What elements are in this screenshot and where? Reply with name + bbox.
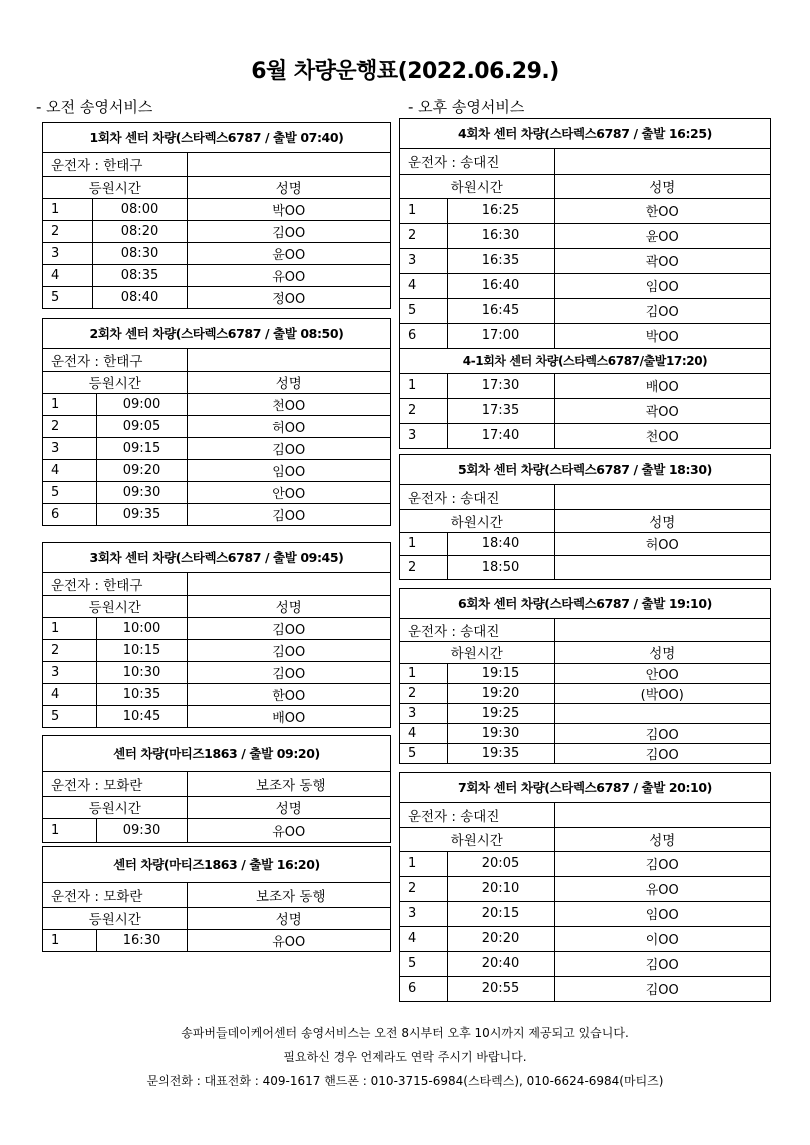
table-row: 2 17:35 곽OO bbox=[400, 398, 770, 423]
table-row: 5 08:40 정OO bbox=[43, 286, 390, 308]
name-col-header: 성명 bbox=[554, 641, 770, 663]
time-col-header: 하원시간 bbox=[400, 174, 554, 198]
time-col-header: 등원시간 bbox=[43, 371, 187, 393]
am-matiz1-table bbox=[43, 772, 390, 842]
name-col-header: 성명 bbox=[554, 827, 770, 851]
table-row: 4 09:20 임OO bbox=[43, 459, 390, 481]
time-col-header: 등원시간 bbox=[43, 796, 187, 818]
am-round2-table bbox=[43, 349, 390, 525]
am-round1-block bbox=[42, 122, 391, 309]
driver-cell: 운전자 : 한태구 bbox=[43, 349, 187, 371]
am-round1-table bbox=[43, 153, 390, 308]
driver-cell: 운전자 : 모화란 bbox=[43, 883, 187, 907]
pm-round4-1-table bbox=[400, 374, 770, 448]
assistant-cell: 보조자 동행 bbox=[187, 883, 390, 907]
table-row: 1 09:30 유OO bbox=[43, 818, 390, 842]
name-col-header: 성명 bbox=[187, 176, 390, 198]
pm-section-label: - 오후 송영서비스 bbox=[408, 98, 525, 116]
table-row: 2 10:15 김OO bbox=[43, 639, 390, 661]
table-row: 6 20:55 김OO bbox=[400, 976, 770, 1001]
table-row: 3 08:30 윤OO bbox=[43, 242, 390, 264]
table-row: 3 16:35 곽OO bbox=[400, 248, 770, 273]
am-matiz1-block bbox=[42, 735, 391, 843]
assistant-cell: 보조자 동행 bbox=[187, 772, 390, 796]
time-col-header: 등원시간 bbox=[43, 176, 187, 198]
table-row: 4 20:20 이OO bbox=[400, 926, 770, 951]
driver-cell: 운전자 : 송대진 bbox=[400, 619, 554, 641]
table-row: 5 20:40 김OO bbox=[400, 951, 770, 976]
name-col-header: 성명 bbox=[187, 595, 390, 617]
pm-round6-header: 6회차 센터 차량(스타렉스6787 / 출발 19:10) bbox=[400, 589, 770, 619]
table-row: 2 19:20 (박OO) bbox=[400, 683, 770, 703]
page-title: 6월 차량운행표(2022.06.29.) bbox=[251, 59, 559, 84]
table-row: 1 20:05 김OO bbox=[400, 851, 770, 876]
table-row: 1 08:00 박OO bbox=[43, 198, 390, 220]
driver-cell: 운전자 : 한태구 bbox=[43, 573, 187, 595]
name-col-header: 성명 bbox=[554, 174, 770, 198]
driver-cell: 운전자 : 송대진 bbox=[400, 485, 554, 509]
table-row: 6 09:35 김OO bbox=[43, 503, 390, 525]
pm-round5-table bbox=[400, 485, 770, 579]
am-round2-header: 2회차 센터 차량(스타렉스6787 / 출발 08:50) bbox=[43, 319, 390, 349]
driver-cell: 운전자 : 송대진 bbox=[400, 803, 554, 827]
pm-round6-block bbox=[399, 588, 771, 764]
table-row: 1 18:40 허OO bbox=[400, 532, 770, 555]
pm-round7-header: 7회차 센터 차량(스타렉스6787 / 출발 20:10) bbox=[400, 773, 770, 803]
footer-phone-numbers: 문의전화 : 대표전화 : 409-1617 핸드폰 : 010-3715-6984(스타렉스), 010-6624-6984(마티즈) bbox=[146, 1074, 664, 1088]
am-matiz2-table bbox=[43, 883, 390, 951]
pm-round6-table bbox=[400, 619, 770, 763]
table-row: 2 20:10 유OO bbox=[400, 876, 770, 901]
table-row: 1 09:00 천OO bbox=[43, 393, 390, 415]
table-row: 5 19:35 김OO bbox=[400, 743, 770, 763]
time-col-header: 등원시간 bbox=[43, 907, 187, 929]
pm-round7-block bbox=[399, 772, 771, 1002]
pm-round5-block bbox=[399, 454, 771, 580]
table-row: 4 10:35 한OO bbox=[43, 683, 390, 705]
table-row: 2 18:50 bbox=[400, 555, 770, 579]
table-row: 1 19:15 안OO bbox=[400, 663, 770, 683]
table-row: 3 20:15 임OO bbox=[400, 901, 770, 926]
table-row: 5 09:30 안OO bbox=[43, 481, 390, 503]
table-row: 1 16:25 한OO bbox=[400, 198, 770, 223]
am-section-label: - 오전 송영서비스 bbox=[36, 98, 153, 116]
pm-round4-header: 4회차 센터 차량(스타렉스6787 / 출발 16:25) bbox=[400, 119, 770, 149]
name-col-header: 성명 bbox=[187, 371, 390, 393]
table-row: 3 09:15 김OO bbox=[43, 437, 390, 459]
am-matiz2-header: 센터 차량(마티즈1863 / 출발 16:20) bbox=[43, 847, 390, 883]
am-round1-header: 1회차 센터 차량(스타렉스6787 / 출발 07:40) bbox=[43, 123, 390, 153]
table-row: 4 16:40 임OO bbox=[400, 273, 770, 298]
pm-round4-table bbox=[400, 149, 770, 348]
table-row: 6 17:00 박OO bbox=[400, 323, 770, 348]
table-row: 3 17:40 천OO bbox=[400, 423, 770, 448]
driver-cell: 운전자 : 모화란 bbox=[43, 772, 187, 796]
table-row: 2 09:05 허OO bbox=[43, 415, 390, 437]
table-row: 4 19:30 김OO bbox=[400, 723, 770, 743]
pm-round5-header: 5회차 센터 차량(스타렉스6787 / 출발 18:30) bbox=[400, 455, 770, 485]
table-row: 4 08:35 유OO bbox=[43, 264, 390, 286]
pm-round4-1-header: 4-1회차 센터 차량(스타렉스6787/출발17:20) bbox=[400, 348, 770, 374]
am-matiz1-header: 센터 차량(마티즈1863 / 출발 09:20) bbox=[43, 736, 390, 772]
am-round2-block bbox=[42, 318, 391, 526]
am-round3-block bbox=[42, 542, 391, 728]
time-col-header: 등원시간 bbox=[43, 595, 187, 617]
table-row: 1 16:30 유OO bbox=[43, 929, 390, 951]
table-row: 3 10:30 김OO bbox=[43, 661, 390, 683]
name-col-header: 성명 bbox=[187, 907, 390, 929]
time-col-header: 하원시간 bbox=[400, 509, 554, 532]
pm-round4-block bbox=[399, 118, 771, 449]
table-row: 5 10:45 배OO bbox=[43, 705, 390, 727]
table-row: 3 19:25 bbox=[400, 703, 770, 723]
driver-cell: 운전자 : 한태구 bbox=[43, 153, 187, 176]
pm-round7-table bbox=[400, 803, 770, 1001]
table-row: 5 16:45 김OO bbox=[400, 298, 770, 323]
table-row: 2 16:30 윤OO bbox=[400, 223, 770, 248]
name-col-header: 성명 bbox=[187, 796, 390, 818]
am-round3-table bbox=[43, 573, 390, 727]
name-col-header: 성명 bbox=[554, 509, 770, 532]
footer-service-hours: 송파버들데이케어센터 송영서비스는 오전 8시부터 오후 10시까지 제공되고 있습니다. bbox=[181, 1026, 629, 1040]
table-row: 1 10:00 김OO bbox=[43, 617, 390, 639]
table-row: 2 08:20 김OO bbox=[43, 220, 390, 242]
am-round3-header: 3회차 센터 차량(스타렉스6787 / 출발 09:45) bbox=[43, 543, 390, 573]
time-col-header: 하원시간 bbox=[400, 827, 554, 851]
footer-contact-note: 필요하신 경우 언제라도 연락 주시기 바랍니다. bbox=[283, 1050, 527, 1064]
driver-cell: 운전자 : 송대진 bbox=[400, 149, 554, 174]
am-matiz2-block bbox=[42, 846, 391, 952]
table-row: 1 17:30 배OO bbox=[400, 374, 770, 398]
time-col-header: 하원시간 bbox=[400, 641, 554, 663]
